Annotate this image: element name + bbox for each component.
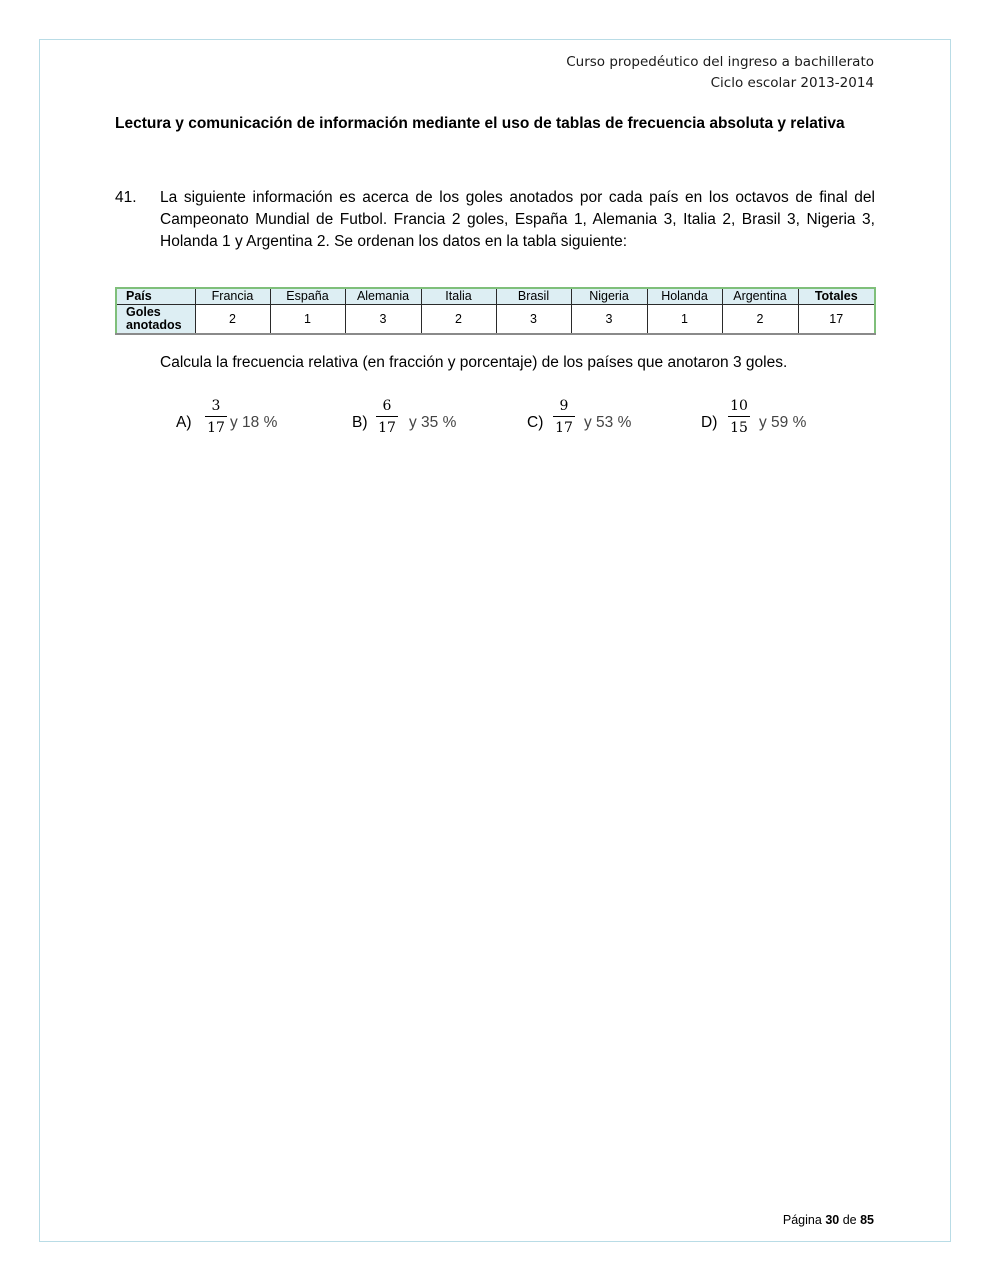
country-cell: España — [270, 288, 345, 305]
totals-value: 17 — [798, 305, 875, 335]
country-cell: Nigeria — [571, 288, 647, 305]
country-cell: Argentina — [722, 288, 798, 305]
option-letter: A) — [176, 414, 192, 431]
option-percentage: y 53 % — [584, 414, 632, 431]
fraction-numerator: 10 — [728, 397, 750, 417]
country-cell: Holanda — [647, 288, 722, 305]
footer-page-word: Página — [782, 1213, 822, 1227]
row-label-goals: Goles anotados — [116, 305, 195, 335]
total-pages-number: 85 — [860, 1213, 874, 1227]
goals-cell: 2 — [421, 305, 496, 335]
option-percentage: y 35 % — [409, 414, 457, 431]
totals-header: Totales — [798, 288, 875, 305]
fraction-numerator: 3 — [205, 397, 227, 417]
question-text: La siguiente información es acerca de los goles anotados por cada país en los octavos de final del Campeonato Mundial de Futbol. Francia 2 goles, España 1, Alemania 3, Italia 2, Brasil 3, Nigeria 3, Holanda 1 y Argentina 2. Se ordenan los datos en la tabla siguiente: — [160, 189, 875, 250]
goals-cell: 1 — [647, 305, 722, 335]
table-header-row — [116, 288, 875, 305]
option-fraction — [728, 397, 750, 437]
section-title: Lectura y comunicación de información mediante el uso de tablas de frecuencia absoluta y relativa — [115, 115, 845, 132]
goals-cell: 3 — [571, 305, 647, 335]
goals-frequency-table — [115, 287, 876, 335]
current-page-number: 30 — [825, 1213, 840, 1227]
option-percentage: y 18 % — [230, 414, 278, 431]
row-label-country: País — [116, 288, 195, 305]
page-header — [566, 52, 874, 94]
fraction-denominator: 17 — [555, 420, 573, 436]
option-percentage: y 59 % — [759, 414, 807, 431]
country-cell: Brasil — [496, 288, 571, 305]
header-course: Curso propedéutico del ingreso a bachillerato — [566, 54, 874, 70]
option-letter: C) — [527, 414, 544, 431]
page-footer — [783, 1213, 874, 1227]
fraction-denominator: 15 — [730, 420, 748, 436]
footer-of-word: de — [842, 1213, 857, 1227]
fraction-numerator: 6 — [376, 397, 398, 417]
option-fraction — [376, 397, 398, 437]
goals-cell: 1 — [270, 305, 345, 335]
country-cell: Italia — [421, 288, 496, 305]
question-number: 41. — [115, 189, 137, 206]
country-cell: Francia — [195, 288, 270, 305]
table-goals-row — [116, 305, 875, 335]
fraction-denominator: 17 — [207, 420, 225, 436]
country-cell: Alemania — [345, 288, 421, 305]
goals-cell: 2 — [722, 305, 798, 335]
option-letter: B) — [352, 414, 368, 431]
option-fraction — [553, 397, 575, 437]
option-letter: D) — [701, 414, 718, 431]
goals-cell: 2 — [195, 305, 270, 335]
option-fraction — [205, 397, 227, 437]
header-school-year: Ciclo escolar 2013-2014 — [710, 75, 874, 91]
fraction-denominator: 17 — [378, 420, 396, 436]
goals-cell: 3 — [496, 305, 571, 335]
fraction-numerator: 9 — [553, 397, 575, 417]
goals-cell: 3 — [345, 305, 421, 335]
question-prompt: Calcula la frecuencia relativa (en fracción y porcentaje) de los países que anotaron 3 goles. — [160, 354, 788, 371]
